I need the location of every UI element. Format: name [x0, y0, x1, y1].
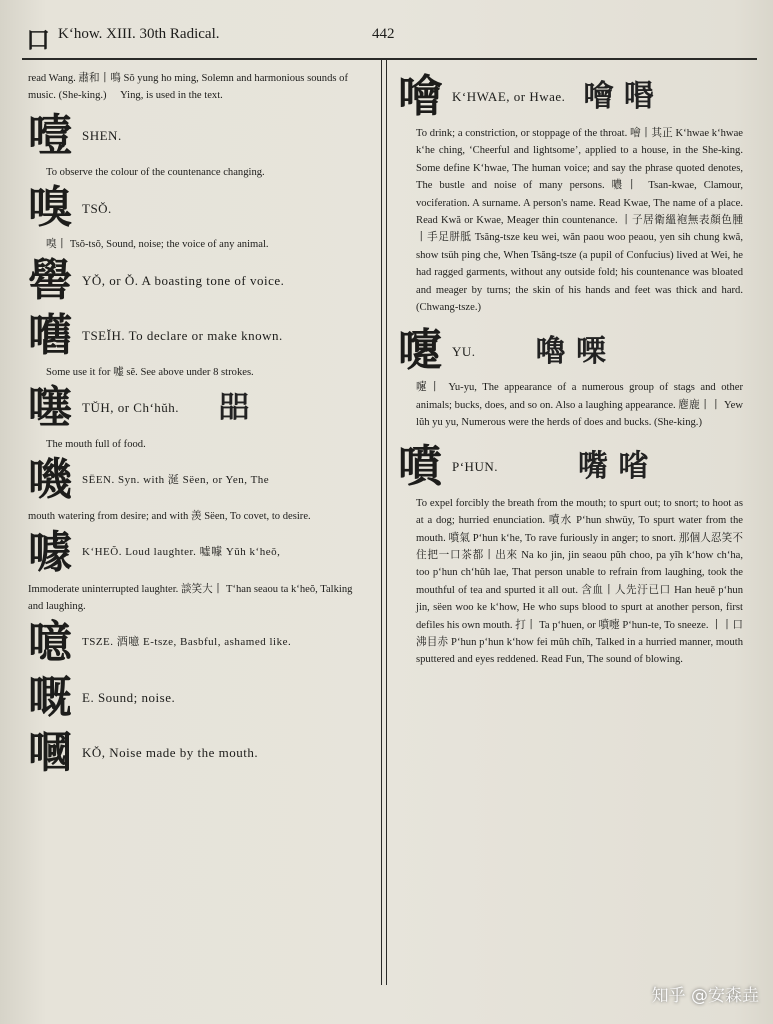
entry: [398, 70, 743, 124]
entry: [28, 181, 368, 235]
entry-char: 嘓: [28, 726, 72, 778]
entry-char: 噻: [28, 382, 72, 434]
header-radical-char: 口: [26, 26, 50, 54]
entry-char: 噲: [398, 71, 442, 122]
entry-definition: Immoderate uninterrupted laughter. 談笑大丨 T‘han seaou ta k‘heŏ, Talking and laughing.: [28, 583, 353, 613]
entry-definition: To expel forcibly the breath from the mouth; to spurt out; to snort; to hoot as at a dog; hurried enunciation. 噴水 P‘hun shwüy, To spurt water from the mouth. 噴氣 P‘hun k‘he, To rave furiously in anger; to snort. 那個人忍笑不住把一口茶都丨出來 Na ko jin, jin seaou pŭh choo, pa yĭh k‘how ch‘ha, too p‘hun ch‘hŭh lae, That person unable to refrain from laughing, took the mouthful of tea and spurted it all out. 含血丨人先汙已口 Han heuě p‘hun jin, sëen woo ke k‘how, He who sups blood to spurt at another person, first defiles his own mouth. 打丨 Ta p‘huen, or 噴嚏 P‘hun-te, To sneeze. 丨丨口沸目赤 P‘hun p‘hun k‘how fei mŭh chĭh, Talked in a hurried manner, mouth sputtered and eyes reddened. Read Fun, The sound of blowing.: [416, 497, 743, 666]
entry-head: SHEN.: [82, 128, 122, 144]
entry-char: 嚿: [28, 309, 72, 361]
entry-definition: To drink; a constriction, or stoppage of the throat. 噲丨其正 K‘hwae k‘hwae k‘he ching, ‘Cheerful and lightsome’, applied to a house, in the She-king. Some define K‘hwae, The human voice; and say the phrase quoted denotes, The bustle and noise of many persons. 噥丨 Tsan-kwae, Clamour, vociferation. A surname. A person's name. Read Kwae, The name of a place. Read Kwă or Kwae, Meager thin countenance. 丨子居衛縕袍無表顏色腫丨手足胼胝 Tsăng-tsze keu wei, wăn paou woo peaou, yen sih chung kwă, show tsüh ping che, When Tsăng-tsze (a pupil of Confucius) lived at Wei, he had ragged garments, without any outside fold; his countenance was bloated and meager by turns; the skin of his hands and feet was thick and hard. (Chwang-tsze.): [416, 128, 743, 314]
entry-head: P‘HUN.: [452, 458, 498, 474]
entry-head: SËEN. Syn. with 涎 Sëen, or Yen, The: [82, 473, 270, 486]
entry-char: 噫: [28, 616, 72, 668]
entry-definition: Some use it for 嘘 sĕ. See above under 8 strokes.: [46, 366, 254, 378]
left-column: [28, 70, 368, 781]
intro-text: read Wang. 肅和丨鳴 Sŏ yung ho ming, Solemn and harmonious sounds of music. (She-king.) 𠾎 Ying, is used in the text.: [28, 73, 348, 102]
entry: [28, 526, 368, 580]
entry: [28, 726, 368, 780]
entry-char: 嚔: [398, 325, 442, 377]
column-divider: [381, 60, 382, 985]
entry-head: E. Sound; noise.: [82, 689, 176, 705]
page-number: 442: [372, 26, 395, 42]
entry-head: TSEĬH. To declare or make known.: [82, 327, 283, 343]
entry-definition: mouth watering from desire; and with 羡 Sëen, To covet, to desire.: [28, 511, 311, 523]
entry: [28, 381, 368, 435]
entry-char: 噱: [28, 526, 72, 578]
header-title: K‘how. XIII. 30th Radical.: [58, 26, 220, 42]
entry-head: TSZE. 酒噫 E-tsze, Basbful, ashamed like.: [82, 635, 292, 648]
entry: [28, 453, 368, 507]
entry: [28, 109, 368, 163]
entry: [398, 324, 743, 378]
entry-head: TSŎ.: [82, 200, 112, 216]
right-column: [398, 70, 743, 669]
seal-character: 㗊: [219, 390, 250, 426]
header-rule: [22, 58, 757, 60]
entry-head: TŬH, or Ch‘hŭh.: [82, 400, 180, 416]
entry-char: 嚳: [28, 254, 72, 306]
entry-definition: The mouth full of food.: [46, 439, 146, 451]
entry-definition: 嚔丨 Yu-yu, The appearance of a numerous group of stags and other animals; bucks, does, and so on. Also a laughing appearance. 麀鹿丨丨 Yew lŭh yu yu, Numerous were the herds of does and bucks. (She-king.): [416, 382, 743, 429]
entry-char: 噎: [28, 109, 72, 161]
entry-head: YU.: [452, 343, 476, 359]
entry-char: 嘅: [28, 671, 72, 723]
column-divider-2: [386, 60, 387, 985]
entry-char: 噴: [398, 440, 442, 492]
entry: [28, 309, 368, 363]
entry-head: YŎ, or Ŏ. A boasting tone of voice.: [82, 272, 285, 288]
entry: [398, 440, 743, 494]
entry-head: KŎ, Noise made by the mouth.: [82, 744, 259, 760]
entry-char: 嘰: [28, 454, 72, 506]
entry-definition: To observe the colour of the countenance changing.: [46, 166, 265, 178]
entry-definition: 嗅丨 Tsŏ-tsŏ, Sound, noise; the voice of any animal.: [46, 239, 269, 251]
watermark: 知乎 @安森垚: [651, 986, 759, 1006]
entry-head: K‘HWAE, or Hwae.: [452, 89, 566, 105]
entry-char: 嗅: [28, 182, 72, 234]
entry: [28, 254, 368, 308]
entry-head: K‘HEŎ. Loud laughter. 噓噱 Yŭh k‘heŏ,: [82, 546, 281, 559]
seal-character: 嘴 㗂: [577, 448, 649, 484]
seal-character: 嚕 㗚: [535, 333, 606, 369]
entry: [28, 616, 368, 670]
seal-character: 噲 㗃: [583, 79, 654, 115]
entry: [28, 671, 368, 725]
